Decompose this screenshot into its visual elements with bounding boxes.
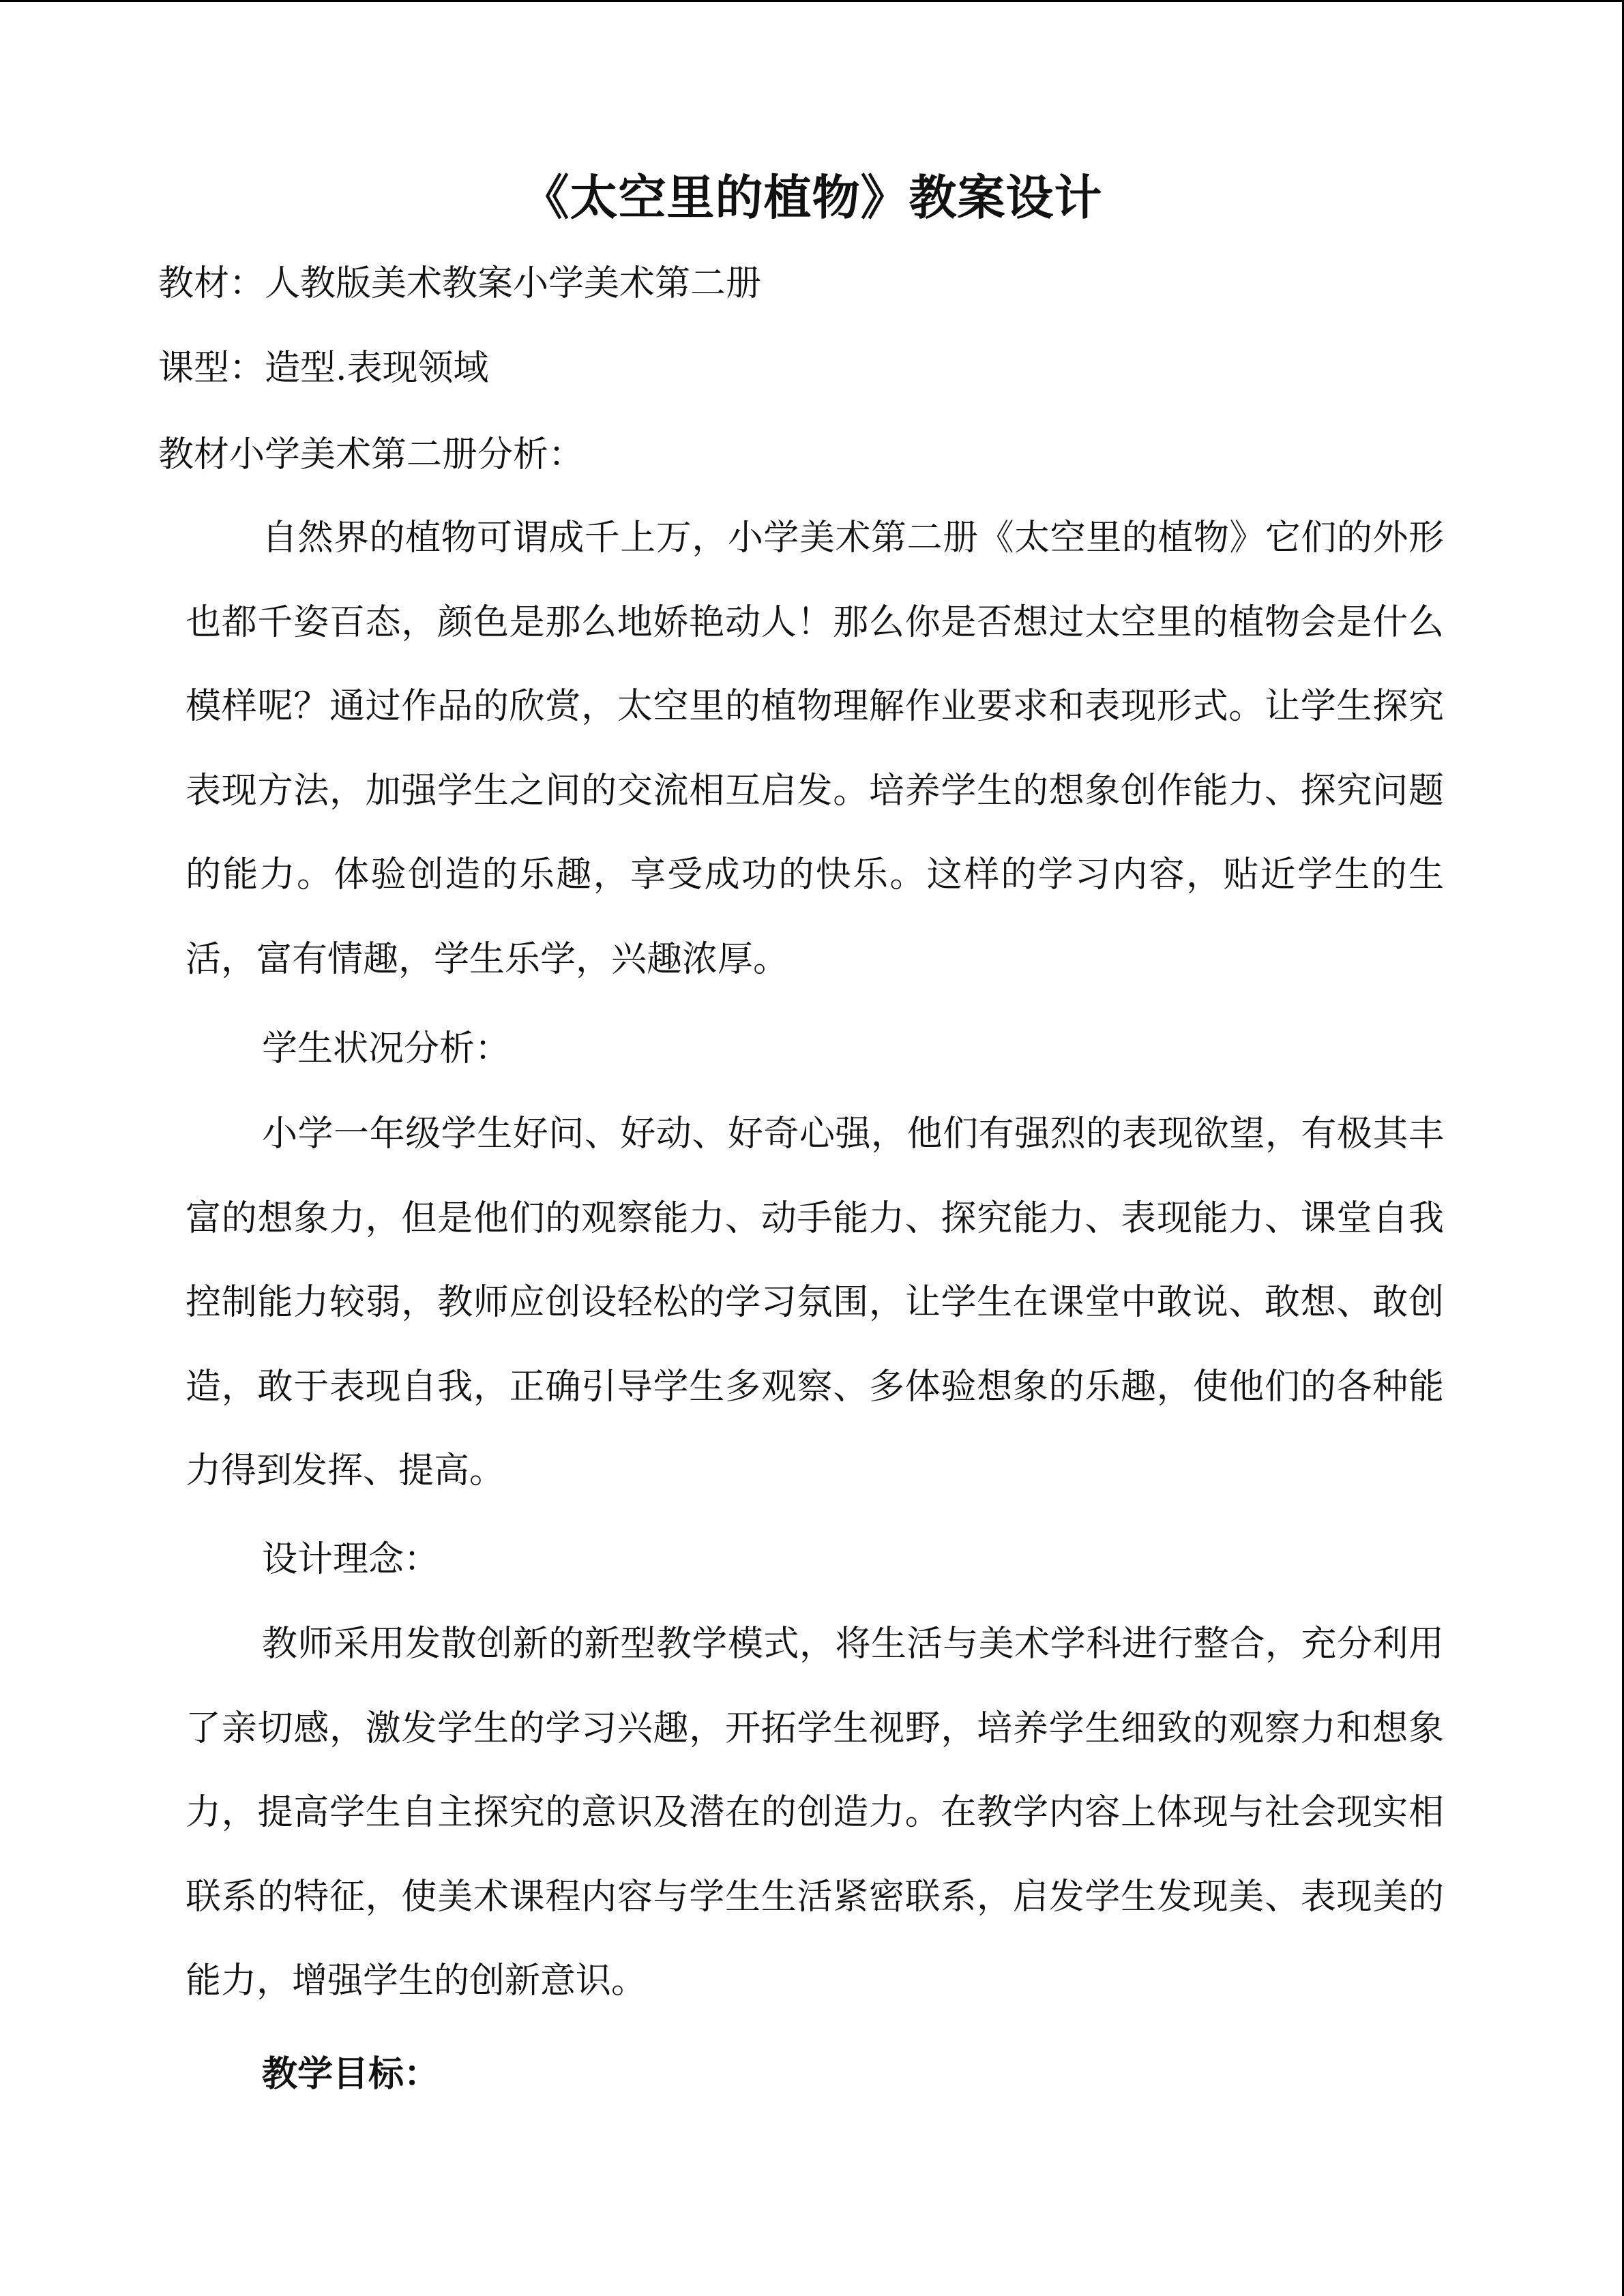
- analysis-paragraph: 自然界的植物可谓成千上万，小学美术第二册《太空里的植物》它们的外形也都千姿百态，颜色是那么地娇艳动人！那么你是否想过太空里的植物会是什么模样呢？通过作品的欣赏，太空里的植物理解作业要求和表现形式。让学生探究表现方法，加强学生之间的交流相互启发。培养学生的想象创作能力、探究问题的能力。体验创造的乐趣，享受成功的快乐。这样的学习内容，贴近学生的生活，富有情趣，学生乐学，兴趣浓厚。: [186, 518, 1444, 980]
- textbook-line: 教材：人教版美术教案小学美术第二册: [158, 263, 762, 304]
- document-title: 《太空里的植物》教案设计: [521, 169, 1103, 226]
- analysis-heading: 教材小学美术第二册分析：: [158, 434, 585, 475]
- student-analysis-heading: 学生状况分析：: [262, 1028, 511, 1069]
- design-concept-heading: 设计理念：: [262, 1539, 440, 1580]
- student-analysis-paragraph: 小学一年级学生好问、好动、好奇心强，他们有强烈的表现欲望，有极其丰富的想象力，但是他们的观察能力、动手能力、探究能力、表现能力、课堂自我控制能力较弱，教师应创设轻松的学习氛围，让学生在课堂中敢说、敢想、敢创造，敢于表现自我，正确引导学生多观察、多体验想象的乐趣，使他们的各种能力得到发挥、提高。: [186, 1114, 1444, 1491]
- design-concept-paragraph: 教师采用发散创新的新型教学模式，将生活与美术学科进行整合，充分利用了亲切感，激发学生的学习兴趣，开拓学生视野，培养学生细致的观察力和想象力，提高学生自主探究的意识及潜在的创造力。在教学内容上体现与社会现实相联系的特征，使美术课程内容与学生生活紧密联系，启发学生发现美、表现美的能力，增强学生的创新意识。: [186, 1624, 1444, 2001]
- lesson-type-line: 课型：造型.表现领域: [158, 348, 489, 389]
- teaching-goals-heading: 教学目标：: [262, 2053, 440, 2095]
